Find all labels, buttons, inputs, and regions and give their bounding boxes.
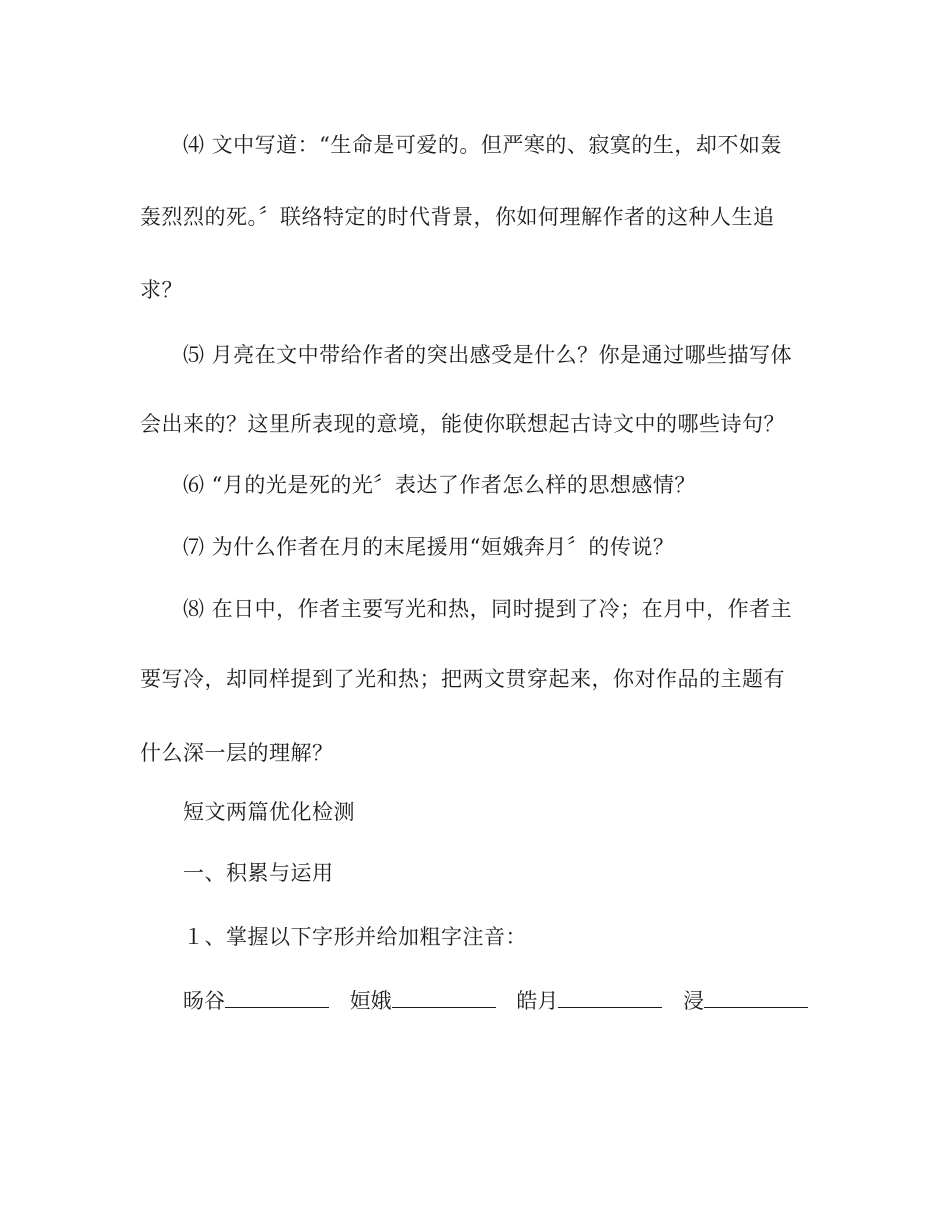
q4-line-1: ⑷ 文中写道：“生命是可爱的。但严寒的、寂寞的生，却不如轰 xyxy=(183,133,782,157)
blank-word: 旸谷 xyxy=(183,989,225,1013)
answer-blank[interactable] xyxy=(558,987,662,1008)
fill-in-blanks-row xyxy=(183,987,808,1013)
q8-line-2: 要写冷，却同样提到了光和热；把两文贯穿起来，你对作品的主题有 xyxy=(140,667,785,691)
blank-item xyxy=(183,987,329,1013)
section-title: 短文两篇优化检测 xyxy=(183,800,355,824)
q5-line-2: 会出来的？这里所表现的意境，能使你联想起古诗文中的哪些诗句？ xyxy=(140,412,785,436)
item-1-instruction: １、掌握以下字形并给加粗字注音： xyxy=(183,925,527,949)
q8-line-3: 什么深一层的理解？ xyxy=(140,741,334,765)
answer-blank[interactable] xyxy=(225,987,329,1008)
q5-line-1: ⑸ 月亮在文中带给作者的突出感受是什么？你是通过哪些描写体 xyxy=(183,343,793,367)
q4-line-3: 求？ xyxy=(140,278,183,302)
q8-line-1: ⑻ 在日中，作者主要写光和热，同时提到了冷；在月中，作者主 xyxy=(183,597,793,621)
answer-blank[interactable] xyxy=(704,987,808,1008)
blank-item xyxy=(350,987,496,1013)
q4-line-2: 轰烈烈的死。〞联络特定的时代背景，你如何理解作者的这种人生追 xyxy=(140,205,775,229)
q6-line-1: ⑹ “月的光是死的光〞表达了作者怎么样的思想感情？ xyxy=(183,473,696,497)
blank-word: 浸 xyxy=(683,989,705,1013)
answer-blank[interactable] xyxy=(392,987,496,1008)
blank-word: 姮娥 xyxy=(349,989,392,1013)
blank-item xyxy=(516,987,662,1013)
blank-item xyxy=(683,987,808,1013)
part-title: 一、积累与运用 xyxy=(183,861,334,885)
blank-word: 皓月 xyxy=(516,989,559,1013)
q7-line-1: ⑺ 为什么作者在月的末尾援用“姮娥奔月〞的传说？ xyxy=(183,535,675,559)
